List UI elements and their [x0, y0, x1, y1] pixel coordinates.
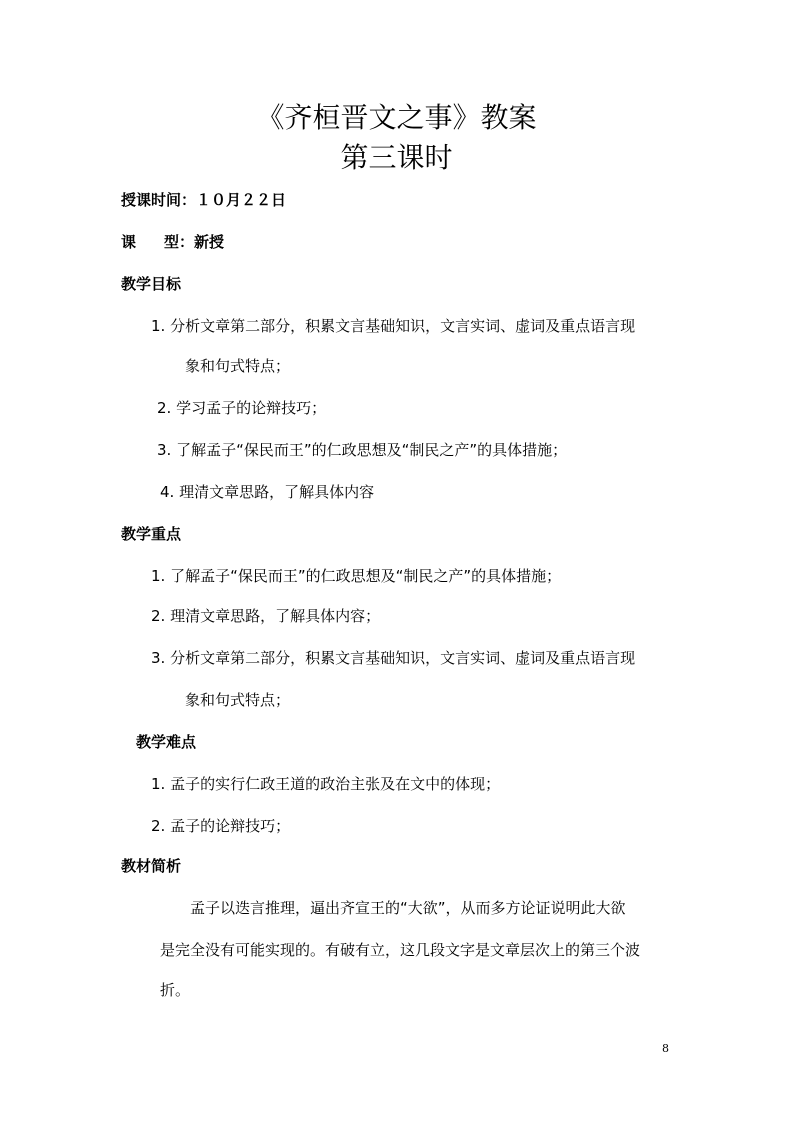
teaching-time-row [121, 190, 286, 210]
document-subtitle: 第三课时 [340, 141, 453, 174]
analysis-line-2: 是完全没有可能实现的。有破有立，这几段文字是文章层次上的第三个波 [160, 941, 641, 959]
analysis-line-3: 折。 [160, 981, 191, 999]
analysis-heading: 教材简析 [121, 857, 182, 875]
key-points-item-1: 1. 了解孟子“保民而王”的仁政思想及“制民之产”的具体措施； [151, 567, 562, 585]
key-points-item-2: 2. 理清文章思路，了解具体内容； [151, 607, 381, 625]
goals-item-1-cont: 象和句式特点； [185, 357, 291, 375]
difficulties-heading: 教学难点 [136, 733, 197, 751]
key-points-item-3: 3. 分析文章第二部分，积累文言基础知识，文言实词、虚词及重点语言现 [151, 649, 636, 667]
goals-item-4: 4. 理清文章思路，了解具体内容 [160, 483, 375, 501]
page-number: 8 [662, 1042, 669, 1055]
goals-heading: 教学目标 [121, 275, 182, 293]
lesson-type-label-b: 型：新授 [164, 233, 225, 251]
difficulties-item-2: 2. 孟子的论辩技巧； [151, 817, 291, 835]
lesson-type-label-a: 课 [121, 233, 137, 251]
goals-item-3: 3. 了解孟子“保民而王”的仁政思想及“制民之产”的具体措施； [157, 441, 568, 459]
goals-item-2: 2. 学习孟子的论辩技巧； [157, 399, 327, 417]
teaching-time-value: １０月２２日 [196, 191, 287, 209]
goals-item-1: 1. 分析文章第二部分，积累文言基础知识，文言实词、虚词及重点语言现 [151, 317, 636, 335]
analysis-line-1: 孟子以迭言推理，逼出齐宣王的“大欲”，从而多方论证说明此大欲 [190, 899, 626, 917]
teaching-time-label: 授课时间： [121, 191, 197, 209]
difficulties-item-1: 1. 孟子的实行仁政王道的政治主张及在文中的体现； [151, 775, 501, 793]
key-points-heading: 教学重点 [121, 525, 182, 543]
key-points-item-3-cont: 象和句式特点； [185, 691, 291, 709]
document-title: 《齐桓晋文之事》教案 [256, 101, 537, 134]
lesson-type-row [121, 232, 224, 252]
